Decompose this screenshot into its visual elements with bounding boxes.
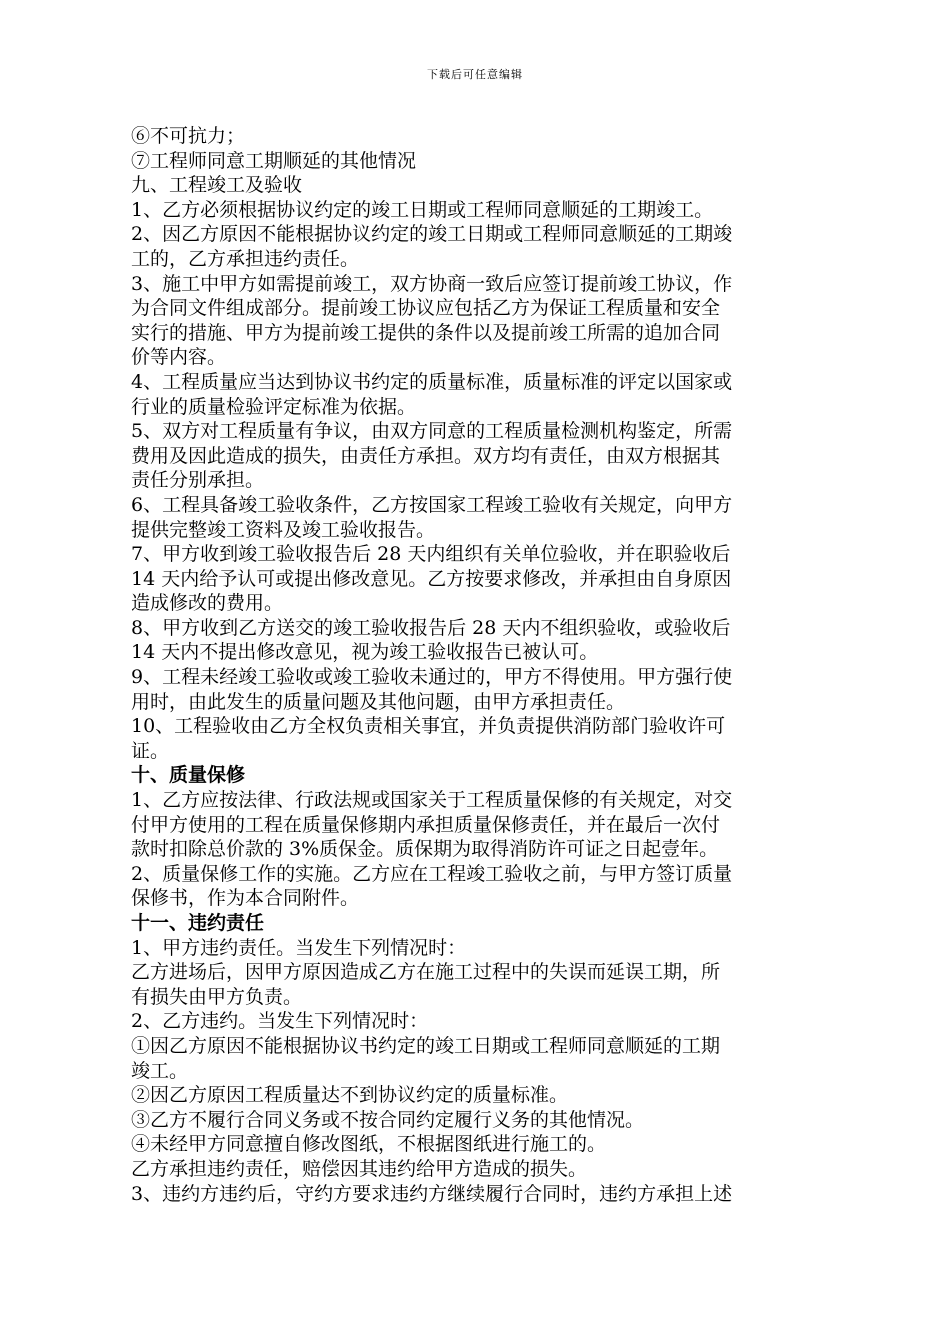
text-line: ⑦工程师同意工期顺延的其他情况 — [131, 149, 417, 172]
text-line: 3、施工中甲方如需提前竣工，双方协商一致后应签订提前竣工协议，作 — [131, 272, 733, 295]
text-line: 6、工程具备竣工验收条件，乙方按国家工程竣工验收有关规定，向甲方 — [131, 493, 733, 516]
text-line: 9、工程未经竣工验收或竣工验收未通过的，甲方不得使用。甲方强行使 — [131, 666, 733, 689]
text-line: 提供完整竣工资料及竣工验收报告。 — [131, 518, 436, 541]
text-line: 8、甲方收到乙方送交的竣工验收报告后 28 天内不组织验收，或验收后 — [131, 616, 731, 639]
document-body — [131, 124, 835, 1206]
text-line: 3、违约方违约后，守约方要求违约方继续履行合同时，违约方承担上述 — [131, 1182, 733, 1205]
text-line: 证。 — [131, 739, 170, 762]
text-line: 工的，乙方承担违约责任。 — [131, 247, 360, 270]
text-line: ②因乙方原因工程质量达不到协议约定的质量标准。 — [131, 1084, 569, 1107]
text-line: 2、质量保修工作的实施。乙方应在工程竣工验收之前，与甲方签订质量 — [131, 862, 733, 885]
text-line: 付甲方使用的工程在质量保修期内承担质量保修责任，并在最后一次付 — [131, 813, 721, 836]
section-heading: 十一、违约责任 — [131, 912, 265, 934]
text-line: 造成修改的费用。 — [131, 592, 284, 615]
text-line: 1、乙方应按法律、行政法规或国家关于工程质量保修的有关规定，对交 — [131, 789, 733, 812]
text-line: 为合同文件组成部分。提前竣工协议应包括乙方为保证工程质量和安全 — [131, 297, 721, 320]
text-line: 5、双方对工程质量有争议，由双方同意的工程质量检测机构鉴定，所需 — [131, 420, 733, 443]
text-line: 14 天内不提出修改意见，视为竣工验收报告已被认可。 — [131, 641, 599, 664]
text-line: 乙方进场后，因甲方原因造成乙方在施工过程中的失误而延误工期，所 — [131, 961, 721, 984]
text-line: 保修书，作为本合同附件。 — [131, 887, 360, 910]
text-line: 实行的措施、甲方为提前竣工提供的条件以及提前竣工所需的追加合同 — [131, 321, 721, 344]
text-line: 用时，由此发生的质量问题及其他问题，由甲方承担责任。 — [131, 690, 626, 713]
page-header: 下载后可任意编辑 — [427, 68, 523, 81]
text-line: 10、工程验收由乙方全权负责相关事宜，并负责提供消防部门验收许可 — [131, 715, 726, 738]
text-line: 责任分别承担。 — [131, 469, 265, 492]
text-line: 有损失由甲方负责。 — [131, 985, 303, 1008]
text-line: ⑥不可抗力； — [131, 125, 246, 147]
text-line: 费用及因此造成的损失，由责任方承担。双方均有责任，由双方根据其 — [131, 444, 721, 467]
text-line: 1、乙方必须根据协议约定的竣工日期或工程师同意顺延的工期竣工。 — [131, 198, 714, 221]
text-line: 1、甲方违约责任。当发生下列情况时： — [131, 936, 467, 959]
text-line: 款时扣除总价款的 3%质保金。质保期为取得消防许可证之日起壹年。 — [131, 838, 719, 861]
text-line: 14 天内给予认可或提出修改意见。乙方按要求修改，并承担由自身原因 — [131, 567, 732, 590]
text-line: 价等内容。 — [131, 346, 227, 369]
text-line: 乙方承担违约责任，赔偿因其违约给甲方造成的损失。 — [131, 1157, 588, 1180]
text-line: 行业的质量检验评定标准为依据。 — [131, 395, 417, 418]
text-line: 7、甲方收到竣工验收报告后 28 天内组织有关单位验收，并在职验收后 — [131, 543, 731, 566]
text-line: 2、因乙方原因不能根据协议约定的竣工日期或工程师同意顺延的工期竣 — [131, 223, 733, 246]
text-line: 竣工。 — [131, 1059, 189, 1082]
text-line: ④未经甲方同意擅自修改图纸，不根据图纸进行施工的。 — [131, 1133, 607, 1156]
text-line: ③乙方不履行合同义务或不按合同约定履行义务的其他情况。 — [131, 1108, 645, 1131]
text-line: 九、工程竣工及验收 — [131, 174, 303, 197]
text-line: ①因乙方原因不能根据协议书约定的竣工日期或工程师同意顺延的工期 — [131, 1034, 721, 1057]
text-line: 4、工程质量应当达到协议书约定的质量标准，质量标准的评定以国家或 — [131, 370, 733, 393]
section-heading: 十、质量保修 — [131, 764, 246, 787]
text-line: 2、乙方违约。当发生下列情况时： — [131, 1010, 429, 1033]
